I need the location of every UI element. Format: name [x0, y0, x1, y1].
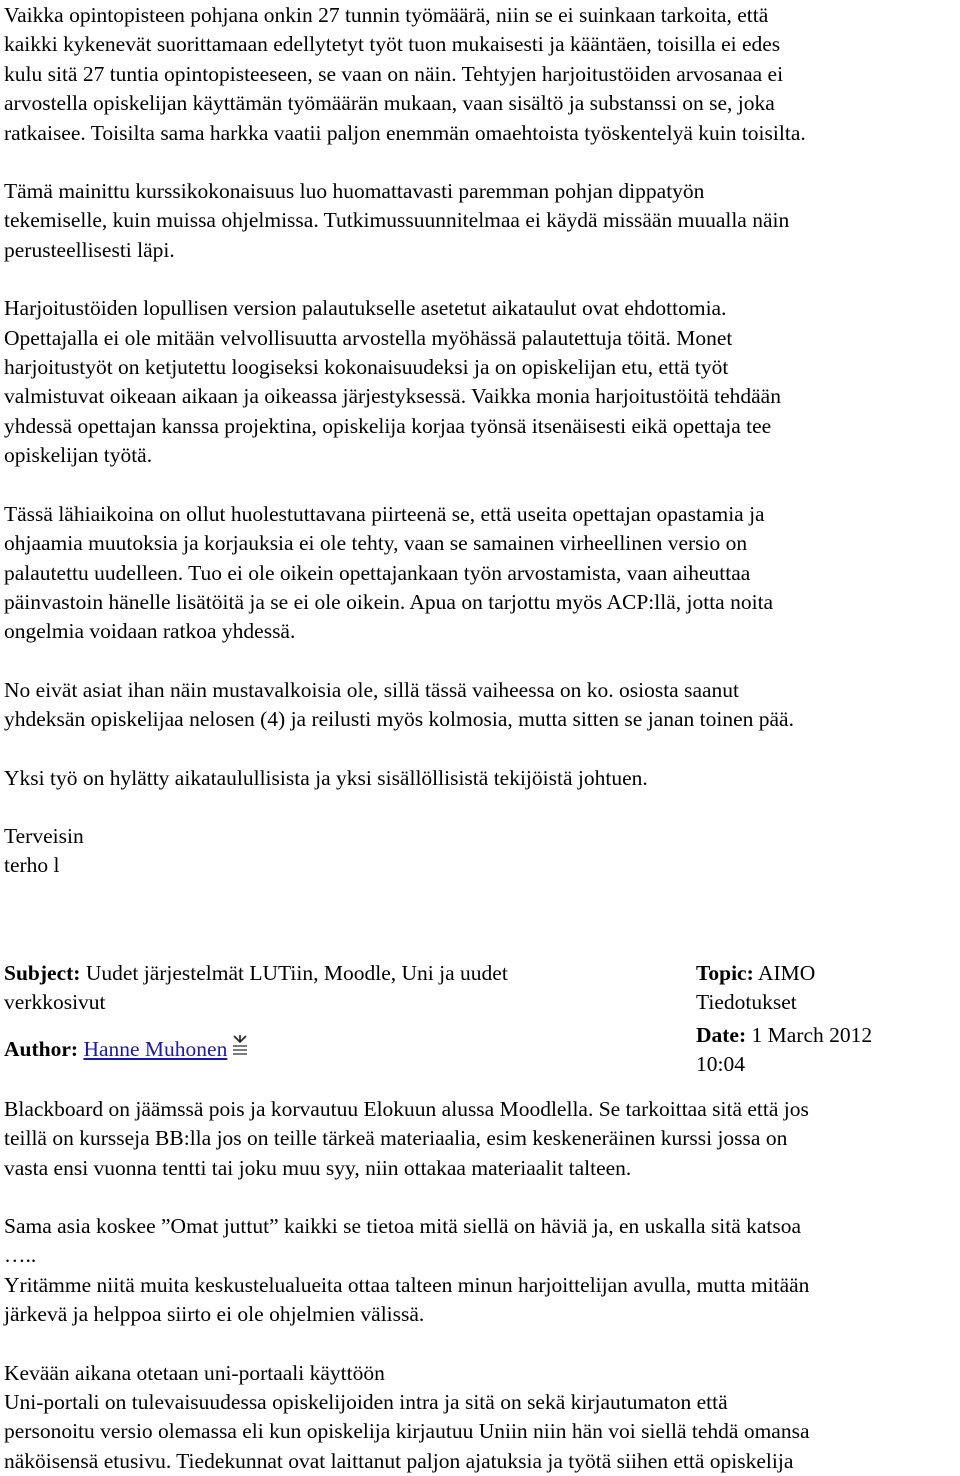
post-meta-left [4, 959, 644, 1061]
date-label: Date: [696, 1022, 747, 1047]
previous-post-paragraph-6: Yksi työ on hylätty aikataulullisista ja yksi sisällöllisistä tekijöistä johtuen. [4, 765, 648, 790]
subject-label: Subject: [4, 960, 81, 985]
date-line [696, 1021, 956, 1080]
topic-value: AIMO Tiedotukset [696, 960, 816, 1015]
subject-line [4, 959, 644, 1018]
previous-post-paragraph-5: No eivät asiat ihan näin mustavalkoisia ole, sillä tässä vaiheessa on ko. osiosta saanut yhdeksän opiskelijaa nelosen (4) ja reilusti myös kolmosia, mutta sitten se janan toinen pää. [4, 677, 794, 732]
post-body-paragraph-1: Blackboard on jäämssä pois ja korvautuu Elokuun alussa Moodlella. Se tarkoittaa sitä että jos teillä on kursseja BB:lla jos on teille tärkeä materiaalia, esim keskeneräinen kurssi jossa on vasta ensi vuonna tentti tai joku muu syy, niin ottakaa materiaalit talteen. [4, 1096, 809, 1180]
post-body-paragraph-3: Kevään aikana otetaan uni-portaali käyttöön Uni-portali on tulevaisuudessa opiskelijoiden intra ja sitä on sekä kirjautumaton että personoitu versio olemassa eli kun opiskelija kirjautuu Uniin niin hän voi siellä tehdä omansa näköisensä etusivu. Tiedekunnat ovat laittanut paljon ajatuksia ja työtä siihen että opiskelija [4, 1360, 810, 1473]
signature: Terveisin terho l [4, 823, 84, 878]
topic-label: Topic: [696, 960, 754, 985]
topic-line [696, 959, 956, 1018]
download-list-icon[interactable] [231, 1034, 249, 1058]
forum-page [4, 1, 958, 1476]
date-value: 1 March 2012 10:04 [696, 1022, 873, 1077]
author-line [4, 1034, 249, 1064]
author-label: Author: [4, 1036, 79, 1061]
post-header [4, 959, 958, 1095]
post-body-paragraph-2: Sama asia koskee ”Omat juttut” kaikki se tietoa mitä siellä on häviä ja, en uskalla sitä katsoa ….. Yritämme niitä muita keskustelualueita ottaa talteen minun harjoittelijan avulla, mutta mitään järkevä ja helppoa siirto ei ole ohjelmien välissä. [4, 1213, 810, 1327]
previous-post-paragraph-4: Tässä lähiaikoina on ollut huolestuttavana piirteenä se, että useita opettajan opastamia ja ohjaamia muutoksia ja korjauksia ei ole tehty, vaan se samainen virheellinen versio on palautettu uudelleen. Tuo ei ole oikein opettajankaan työn arvostamista, vaan aiheuttaa päinvastoin hänelle lisätöitä ja se ei ole oikein. Apua on tarjottu myös ACP:llä, jotta noita ongelmia voidaan ratkoa yhdessä. [4, 501, 774, 644]
post-meta-right [696, 959, 956, 1077]
previous-post-paragraph-1: Vaikka opintopisteen pohjana onkin 27 tunnin työmäärä, niin se ei suinkaan tarkoita, että kaikki kykenevät suorittamaan edellytetyt työt tuon mukaisesti ja kääntäen, toisilla ei edes kulu sitä 27 tuntia opintopisteeseen, se vaan on näin. Tehtyjen harjoitustöiden arvosanaa ei arvostella opiskelijan käyttämän työmäärän mukaan, vaan sisältö ja substanssi on se, joka ratkaisee. Toisilta sama harkka vaatii paljon enemmän omaehtoista työskentelyä kuin toisilta. [4, 3, 806, 145]
previous-post-paragraph-3: Harjoitustöiden lopullisen version palautukselle asetetut aikataulut ovat ehdottomia. Opettajalla ei ole mitään velvollisuutta arvostella myöhässä palautettuja töitä. Monet harjoitustyöt on ketjutettu loogiseksi kokonaisuudeksi ja on opiskelijan etu, että työt valmistuvat oikeaan aikaan ja oikeassa järjestyksessä. Vaikka monia harjoitustöitä tehdään yhdessä opettajan kanssa projektina, opiskelija korjaa työnsä itsenäisesti eikä opettaja tee opiskelijan työtä. [4, 296, 781, 468]
author-link[interactable]: Hanne Muhonen [83, 1036, 228, 1061]
previous-post-paragraph-2: Tämä mainittu kurssikokonaisuus luo huomattavasti paremman pohjan dippatyön tekemiselle, kuin muissa ohjelmissa. Tutkimussuunnitelmaa ei käydä missään muualla näin perusteellisesti läpi. [4, 179, 790, 262]
subject-value: Uudet järjestelmät LUTiin, Moodle, Uni ja uudet verkkosivut [4, 960, 508, 1015]
